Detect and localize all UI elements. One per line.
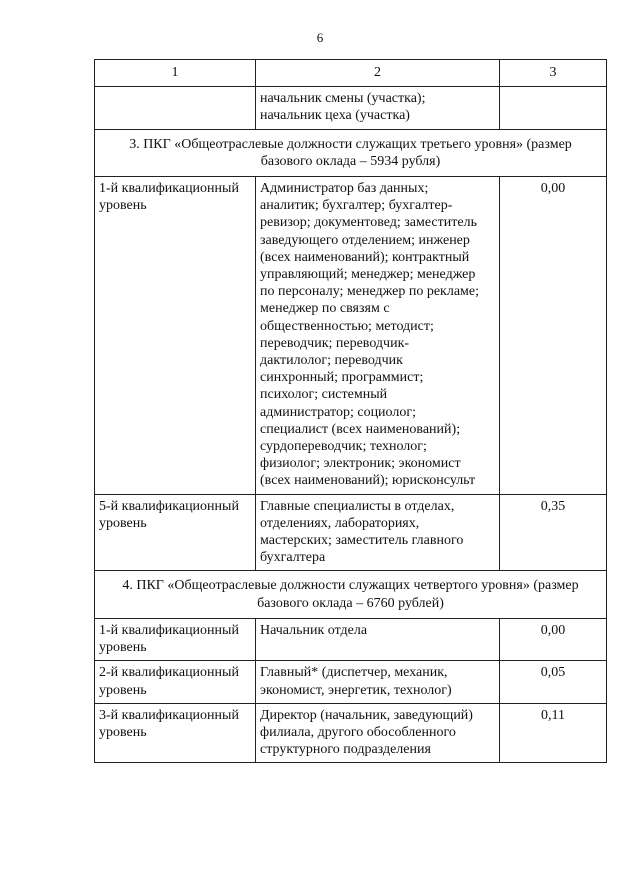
positions-cell bbox=[256, 87, 500, 129]
salary-table-body bbox=[95, 60, 607, 763]
position-line: управляющий; менеджер; менеджер bbox=[260, 267, 476, 283]
positions-cell bbox=[256, 618, 500, 660]
position-line: (всех наименований); юрисконсульт bbox=[260, 473, 476, 489]
coefficient-cell: 0,05 bbox=[500, 661, 607, 703]
qualification-level-line: 5-й квалификационный bbox=[99, 498, 239, 514]
qualification-level-cell bbox=[95, 703, 256, 763]
position-line: синхронный; программист; bbox=[260, 370, 424, 386]
group-title-line: 4. ПКГ «Общеотраслевые должности служащих четвертого уровня» (размер bbox=[122, 578, 579, 594]
table-row bbox=[95, 661, 607, 703]
group-header-row bbox=[95, 129, 607, 176]
table-row bbox=[95, 494, 607, 571]
position-line: начальник цеха (участка) bbox=[260, 108, 410, 124]
qualification-level-line: 1-й квалификационный bbox=[99, 622, 239, 638]
qualification-level-cell bbox=[95, 87, 256, 129]
group-title-line: базового оклада – 6760 рублей) bbox=[257, 595, 444, 611]
qualification-level-line: уровень bbox=[99, 640, 147, 656]
positions-cell bbox=[256, 494, 500, 571]
position-line: Начальник отдела bbox=[260, 622, 368, 638]
position-line: сурдопереводчик; технолог; bbox=[260, 439, 427, 455]
table-header-row bbox=[95, 60, 607, 87]
position-line: специалист (всех наименований); bbox=[260, 421, 461, 437]
column-header-1: 1 bbox=[95, 60, 256, 87]
table-row bbox=[95, 87, 607, 129]
coefficient-cell bbox=[500, 87, 607, 129]
coefficient-cell: 0,00 bbox=[500, 618, 607, 660]
qualification-level-cell bbox=[95, 494, 256, 571]
position-line: физиолог; электроник; экономист bbox=[260, 456, 461, 472]
qualification-level-line: уровень bbox=[99, 682, 147, 698]
qualification-level-line: 2-й квалификационный bbox=[99, 665, 239, 681]
qualification-level-cell bbox=[95, 177, 256, 495]
position-line: по персоналу; менеджер по рекламе; bbox=[260, 284, 480, 300]
column-header-3: 3 bbox=[500, 60, 607, 87]
table-row bbox=[95, 177, 607, 495]
position-line: менеджер по связям с bbox=[260, 301, 390, 317]
position-line: аналитик; бухгалтер; бухгалтер- bbox=[260, 198, 453, 214]
position-line: бухгалтера bbox=[260, 550, 326, 566]
salary-table bbox=[94, 59, 607, 763]
positions-cell bbox=[256, 177, 500, 495]
coefficient-cell: 0,11 bbox=[500, 703, 607, 763]
position-line: Главный* (диспетчер, механик, bbox=[260, 665, 448, 681]
qualification-level-cell bbox=[95, 661, 256, 703]
qualification-level-cell bbox=[95, 618, 256, 660]
position-line: (всех наименований); контрактный bbox=[260, 249, 470, 265]
position-line: структурного подразделения bbox=[260, 742, 431, 758]
position-line: психолог; системный bbox=[260, 387, 388, 403]
position-line: переводчик; переводчик- bbox=[260, 335, 410, 351]
position-line: общественностью; методист; bbox=[260, 318, 434, 334]
position-line: Администратор баз данных; bbox=[260, 181, 429, 197]
position-line: Главные специалисты в отделах, bbox=[260, 498, 455, 514]
table-row bbox=[95, 618, 607, 660]
qualification-level-line: 1-й квалификационный bbox=[99, 181, 239, 197]
position-line: администратор; социолог; bbox=[260, 404, 416, 420]
table-row bbox=[95, 703, 607, 763]
position-line: экономист, энергетик, технолог) bbox=[260, 682, 452, 698]
coefficient-cell: 0,35 bbox=[500, 494, 607, 571]
column-header-2: 2 bbox=[256, 60, 500, 87]
group-title-line: базового оклада – 5934 рубля) bbox=[260, 153, 441, 169]
position-line: дактилолог; переводчик bbox=[260, 353, 403, 369]
position-line: начальник смены (участка); bbox=[260, 91, 426, 107]
position-line: отделениях, лабораториях, bbox=[260, 515, 420, 531]
group-title bbox=[95, 571, 607, 618]
positions-cell bbox=[256, 703, 500, 763]
qualification-level-line: 3-й квалификационный bbox=[99, 707, 239, 723]
position-line: филиала, другого обособленного bbox=[260, 724, 456, 740]
position-line: Директор (начальник, заведующий) bbox=[260, 707, 473, 723]
group-header-row bbox=[95, 571, 607, 618]
position-line: мастерских; заместитель главного bbox=[260, 533, 464, 549]
coefficient-cell: 0,00 bbox=[500, 177, 607, 495]
group-title-line: 3. ПКГ «Общеотраслевые должности служащих третьего уровня» (размер bbox=[129, 136, 572, 152]
page-number: 6 bbox=[316, 30, 324, 45]
group-title bbox=[95, 129, 607, 176]
qualification-level-line: уровень bbox=[99, 515, 147, 531]
position-line: ревизор; документовед; заместитель bbox=[260, 215, 477, 231]
qualification-level-line: уровень bbox=[99, 724, 147, 740]
position-line: заведующего отделением; инженер bbox=[260, 232, 470, 248]
positions-cell bbox=[256, 661, 500, 703]
qualification-level-line: уровень bbox=[99, 198, 147, 214]
